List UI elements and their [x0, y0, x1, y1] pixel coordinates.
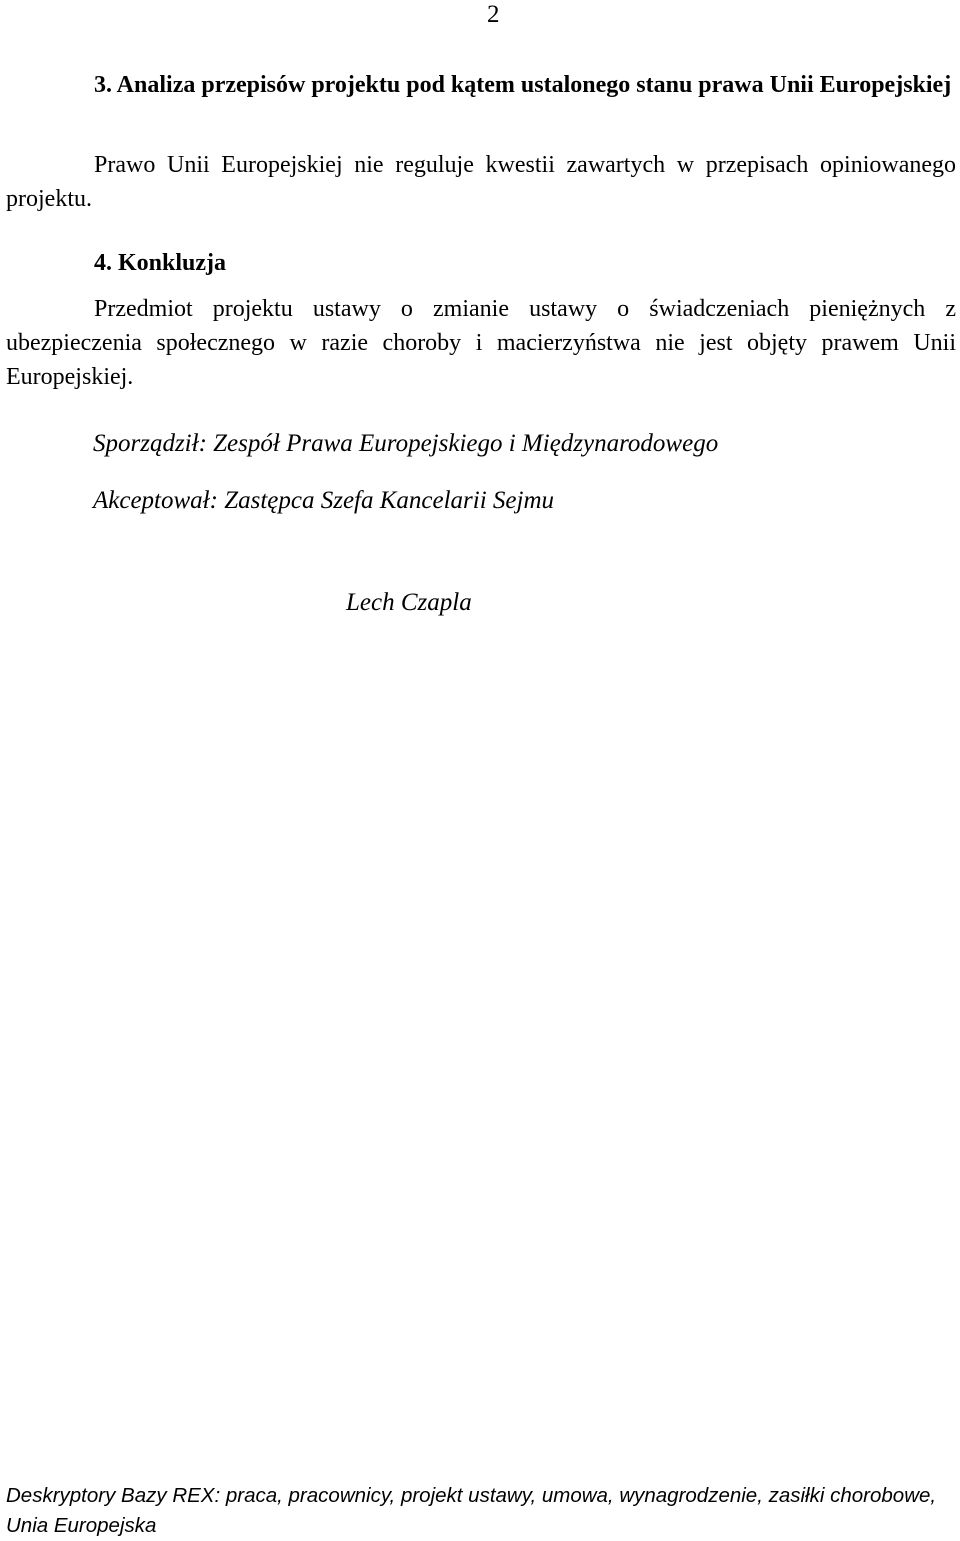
footer-descriptors: Deskryptory Bazy REX: praca, pracownicy, projekt ustawy, umowa, wynagrodzenie, zasiłki chorobowe, Unia Europejska: [6, 1484, 937, 1537]
section-4-paragraph: Przedmiot projektu ustawy o zmianie ustawy o świadczeniach pieniężnych z ubezpieczenia społecznego w razie choroby i macierzyństwa nie jest objęty prawem Unii Europejskiej.: [6, 296, 956, 390]
section-3-body-block: [6, 148, 956, 216]
prepared-by-line: Sporządził: Zespół Prawa Europejskiego i Międzynarodowego: [93, 430, 719, 457]
section-4-body-block: [6, 292, 956, 394]
section-3-heading-block: [6, 68, 956, 102]
signer-name: Lech Czapla: [346, 589, 472, 616]
section-3-paragraph: Prawo Unii Europejskiej nie reguluje kwestii zawartych w przepisach opiniowanego projektu.: [6, 152, 956, 212]
section-4-heading: 4. Konkluzja: [94, 250, 227, 276]
section-3-heading: 3. Analiza przepisów projektu pod kątem ustalonego stanu prawa Unii Europejskiej: [94, 72, 952, 98]
page-number: 2: [487, 1, 500, 28]
section-4-heading-block: [6, 246, 956, 280]
accepted-by-line: Akceptował: Zastępca Szefa Kancelarii Sejmu: [93, 487, 555, 514]
